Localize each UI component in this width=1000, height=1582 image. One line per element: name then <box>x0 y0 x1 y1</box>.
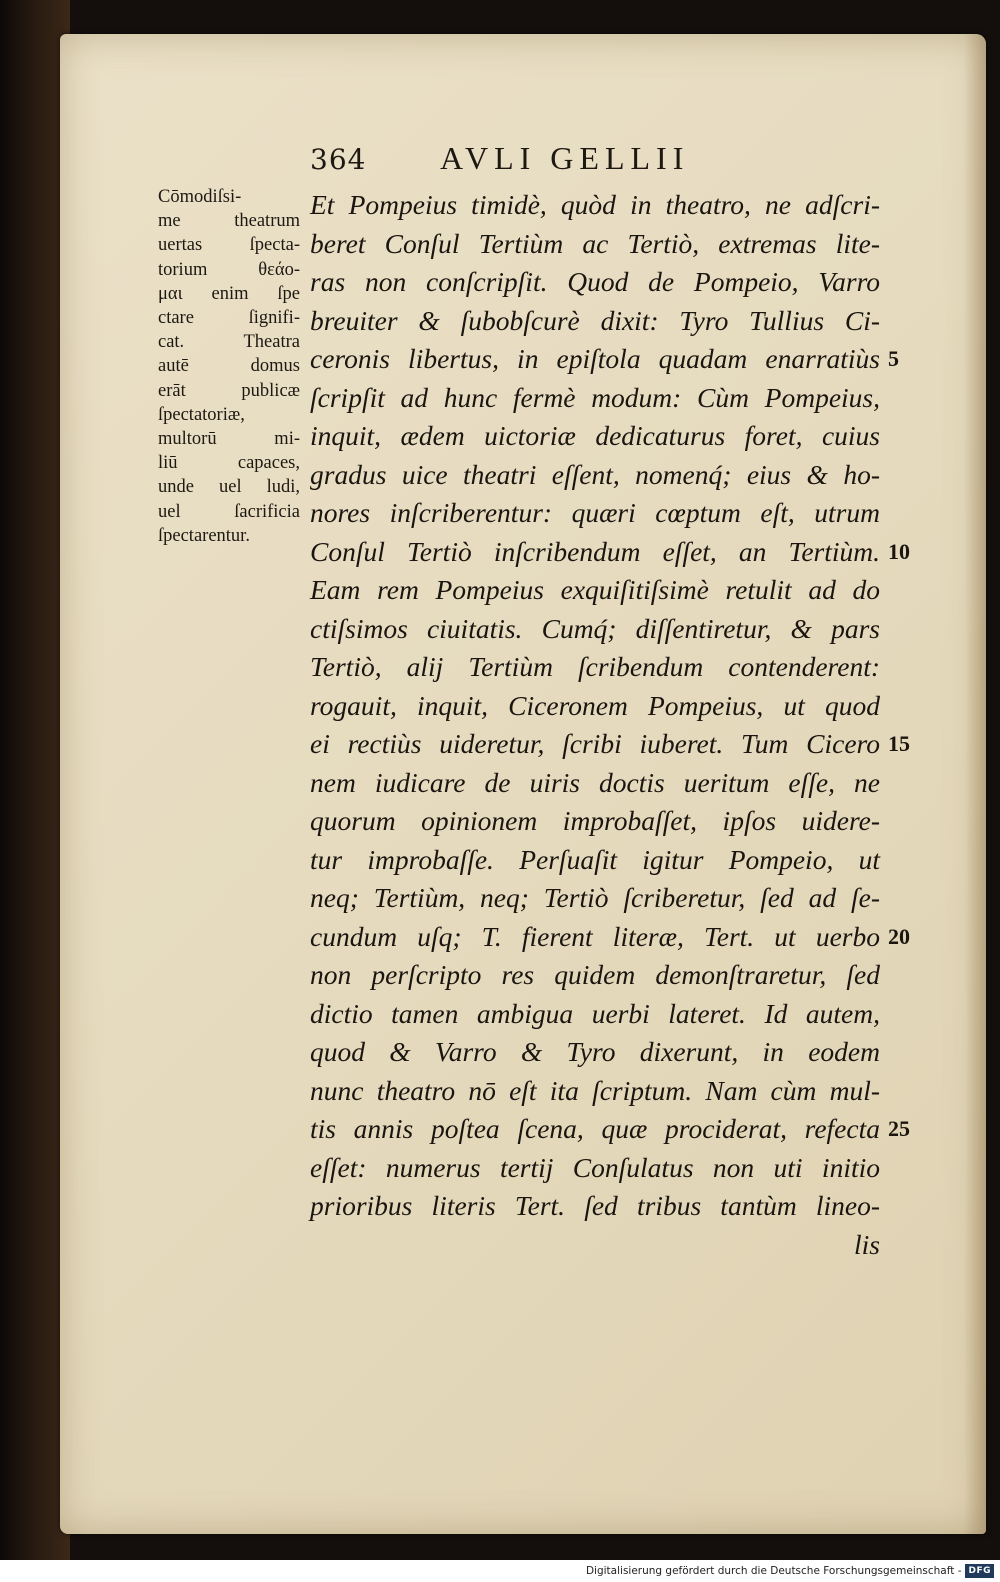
text-line: Eam rem Pompeius exquiſitiſsimè retulit ad do <box>310 574 880 605</box>
text-line: ctiſsimos ciuitatis. Cumq́; diſſentiretur, & pars <box>310 612 880 644</box>
dfg-logo: DFG <box>965 1564 994 1578</box>
text-line: Tertiò, alij Tertiùm ſcribendum contenderent: <box>310 651 880 682</box>
text-line: quorum opinionem improbaſſet, ipſos uidere- <box>310 805 880 836</box>
marginal-note-line: me theatrum <box>158 211 300 232</box>
text-line: ras non conſcripſit. Quod de Pompeio, Varro <box>310 266 880 297</box>
text-line: prioribus literis Tert. ſed tribus tantùm lineo- <box>310 1190 880 1221</box>
marginal-note-line: liū capaces, <box>158 453 300 474</box>
marginal-note-line: uel ſacrificia <box>158 501 300 522</box>
marginal-note-line: cat. Theatra <box>158 332 300 353</box>
footer-credit: Digitalisierung gefördert durch die Deutsche Forschungsgemeinschaft - <box>585 1565 962 1577</box>
marginal-note-line: uertas ſpecta- <box>158 235 300 256</box>
text-line: beret Conſul Tertiùm ac Tertiò, extremas lite- <box>310 227 880 259</box>
line-number-marker: 5 <box>888 346 899 371</box>
text-line: gradus uice theatri eſſent, nomenq́; eius & ho- <box>310 458 880 490</box>
text-line: non perſcripto res quidem demonſtraretur, ſed <box>310 959 880 990</box>
marginal-note-line: ſpectarentur. <box>158 525 250 546</box>
text-line: tur improbaſſe. Perſuaſit igitur Pompeio, ut <box>310 843 880 875</box>
marginal-note-line: Cōmodiſsi- <box>158 187 242 207</box>
page-number: 364 <box>310 143 367 176</box>
text-line: neq; Tertiùm, neq; Tertiò ſcriberetur, ſed ad ſe- <box>310 882 880 913</box>
line-number-marker: 20 <box>888 923 910 949</box>
text-line: lis <box>854 1228 880 1260</box>
marginal-note-line: ctare ſignifi- <box>158 308 300 329</box>
text-line: breuiter & ſubobſcurè dixit: Tyro Tullius Ci- <box>310 304 880 336</box>
text-line: quod & Varro & Tyro dixerunt, in eodem <box>310 1036 880 1067</box>
marginal-note-line: torium θεάο- <box>158 259 300 280</box>
text-line: ceronis libertus, in epiſtola quadam enarratiùs <box>310 343 880 374</box>
text-line: dictio tamen ambigua uerbi lateret. Id autem, <box>310 997 880 1029</box>
text-line: rogauit, inquit, Ciceronem Pompeius, ut quod <box>310 689 880 721</box>
text-line: nem iudicare de uiris doctis ueritum eſſe, ne <box>310 766 880 798</box>
marginal-note-line: ſpectatoriæ, <box>158 404 245 425</box>
marginal-note-line: erāt publicæ <box>158 380 300 401</box>
text-line: Conſul Tertiò inſcribendum eſſet, an Tertiùm. <box>310 535 880 567</box>
marginal-note-line: multorū mi- <box>158 429 300 450</box>
main-text-block <box>310 186 880 1264</box>
page-edge <box>964 34 986 1534</box>
page-header <box>310 140 750 177</box>
line-number-marker: 15 <box>888 731 910 756</box>
text-line: inquit, ædem uictoriæ dedicaturus foret, cuius <box>310 420 880 451</box>
text-line: tis annis poſtea ſcena, quæ prociderat, refecta <box>310 1113 880 1144</box>
text-line: nores inſcriberentur: quæri cœptum eſt, utrum <box>310 497 880 528</box>
footer-bar <box>0 1560 1000 1582</box>
running-head: AVLI GELLII <box>440 140 690 176</box>
line-number-marker: 25 <box>888 1116 910 1141</box>
text-line: ei rectiùs uideretur, ſcribi iuberet. Tum Cicero <box>310 728 880 759</box>
marginal-note <box>158 185 300 548</box>
text-line: ſcripſit ad hunc fermè modum: Cùm Pompeius, <box>310 381 880 413</box>
line-number-marker: 10 <box>888 538 910 564</box>
marginal-note-line: μαι enim ſpe <box>158 283 300 304</box>
marginal-note-line: unde uel ludi, <box>158 477 300 498</box>
marginal-note-line: autē domus <box>158 356 300 377</box>
text-line: eſſet: numerus tertij Conſulatus non uti initio <box>310 1151 880 1183</box>
text-line: Et Pompeius timidè, quòd in theatro, ne adſcri- <box>310 189 880 220</box>
text-line: cundum uſq; T. fierent literæ, Tert. ut uerbo <box>310 920 880 952</box>
text-line: nunc theatro nō eſt ita ſcriptum. Nam cùm mul- <box>310 1074 880 1106</box>
